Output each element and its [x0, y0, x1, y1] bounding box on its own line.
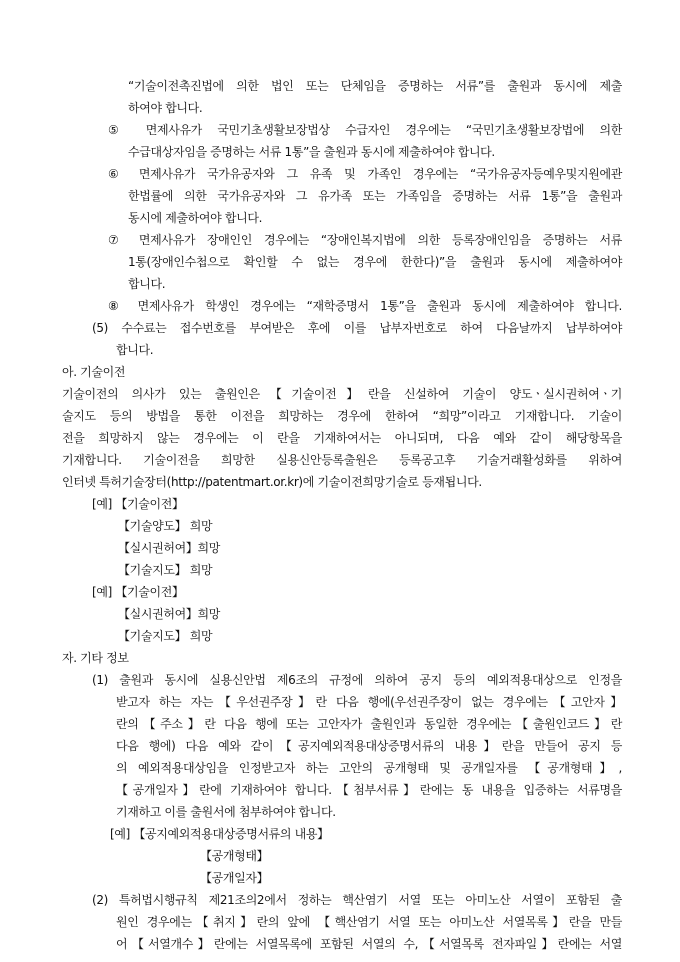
text-line: 한법률에 의한 국가유공자와 그 유가족 또는 가족임을 증명하는 서류 1통”을 출원과: [128, 189, 622, 203]
text-line: 기재하고 이를 출원서에 첨부하여야 합니다.: [116, 805, 336, 819]
text-line: 【공개일자】: [200, 871, 269, 885]
text-line: [예] 【기술이전】: [92, 585, 184, 599]
text-line: 어【서열개수】란에는 서열목록에 포함된 서열의 수,【서열목록 전자파일】란에는 서열: [116, 937, 622, 951]
text-line: 인터넷 특허기술장터(http://patentmart.or.kr)에 기술이전희망기술로 등재됩니다.: [62, 475, 482, 489]
text-line: “기술이전촉진법에 의한 법인 또는 단체임을 증명하는 서류”를 출원과 동시에 제출: [128, 79, 622, 93]
text-line: 기재합니다. 기술이전을 희망한 실용신안등록출원은 등록공고후 기술거래활성화를 위하여: [62, 453, 622, 467]
text-line: [예] 【기술이전】: [92, 497, 184, 511]
text-line: 하여야 합니다.: [128, 101, 203, 115]
text-line: 합니다.: [116, 343, 154, 357]
text-line: 【공개형태】: [200, 849, 269, 863]
text-line: 【공개일자】란에 기재하여야 합니다.【첨부서류】란에는 동 내용을 입증하는 서류명을: [116, 783, 622, 797]
text-line: 【실시권허여】희망: [118, 607, 220, 621]
text-line: 원인 경우에는【취지】란의 앞에 【핵산염기 서열 또는 아미노산 서열목록】란을 만들: [116, 915, 622, 929]
text-line: ⑧ 면제사유가 학생인 경우에는 “재학증명서 1통”을 출원과 동시에 제출하여야 합니다.: [108, 299, 622, 313]
text-line: (2) 특허법시행규칙 제21조의2에서 정하는 핵산염기 서열 또는 아미노산 서열이 포함된 출: [92, 893, 622, 907]
text-line: 의 예외적용대상임을 인정받고자 하는 고안의 공개형태 및 공개일자를 【공개형태】,: [116, 761, 622, 775]
text-line: 술지도 등의 방법을 통한 이전을 희망하는 경우에 한하여 “희망”이라고 기재합니다. 기술이: [62, 409, 622, 423]
text-line: 다음 행에) 다음 예와 같이【공지예외적용대상증명서류의 내용】란을 만들어 공지 등: [116, 739, 622, 753]
text-line: 자. 기타 정보: [62, 651, 129, 665]
text-line: ⑤ 면제사유가 국민기초생활보장법상 수급자인 경우에는 “국민기초생활보장법에 의한: [108, 123, 622, 137]
text-line: 란의【주소】란 다음 행에 또는 고안자가 출원인과 동일한 경우에는【출원인코드】란: [116, 717, 622, 731]
text-line: (5) 수수료는 접수번호를 부여받은 후에 이를 납부자번호로 하여 다음날까지 납부하여야: [92, 321, 622, 335]
text-line: 동시에 제출하여야 합니다.: [128, 211, 263, 225]
text-line: 합니다.: [128, 277, 166, 291]
text-line: 【실시권허여】희망: [118, 541, 220, 555]
text-line: ⑦ 면제사유가 장애인인 경우에는 “장애인복지법에 의한 등록장애인임을 증명하는 서류: [108, 233, 622, 247]
text-line: 수급대상자임을 증명하는 서류 1통”을 출원과 동시에 제출하여야 합니다.: [128, 145, 495, 159]
text-line: [예] 【공지예외적용대상증명서류의 내용】: [110, 827, 329, 841]
text-line: 기술이전의 의사가 있는 출원인은【기술이전】란을 신설하여 기술이 양도ㆍ실시권허여ㆍ기: [62, 387, 622, 401]
text-line: 1통(장애인수첩으로 확인할 수 없는 경우에 한한다)”을 출원과 동시에 제출하여야: [128, 255, 622, 269]
text-line: (1) 출원과 동시에 실용신안법 제6조의 규정에 의하여 공지 등의 예외적용대상으로 인정을: [92, 673, 622, 687]
text-line: ⑥ 면제사유가 국가유공자와 그 유족 및 가족인 경우에는 “국가유공자등예우및지원에관: [108, 167, 622, 181]
text-line: 【기술지도】 희망: [118, 629, 213, 643]
text-line: 아. 기술이전: [62, 365, 126, 379]
text-line: 【기술양도】 희망: [118, 519, 213, 533]
text-line: 받고자 하는 자는【우선권주장】란 다음 행에(우선권주장이 없는 경우에는【고안자】: [116, 695, 622, 709]
text-line: 【기술지도】 희망: [118, 563, 213, 577]
text-line: 전을 희망하지 않는 경우에는 이 란을 기재하여서는 아니되며, 다음 예와 같이 해당항목을: [62, 431, 622, 445]
